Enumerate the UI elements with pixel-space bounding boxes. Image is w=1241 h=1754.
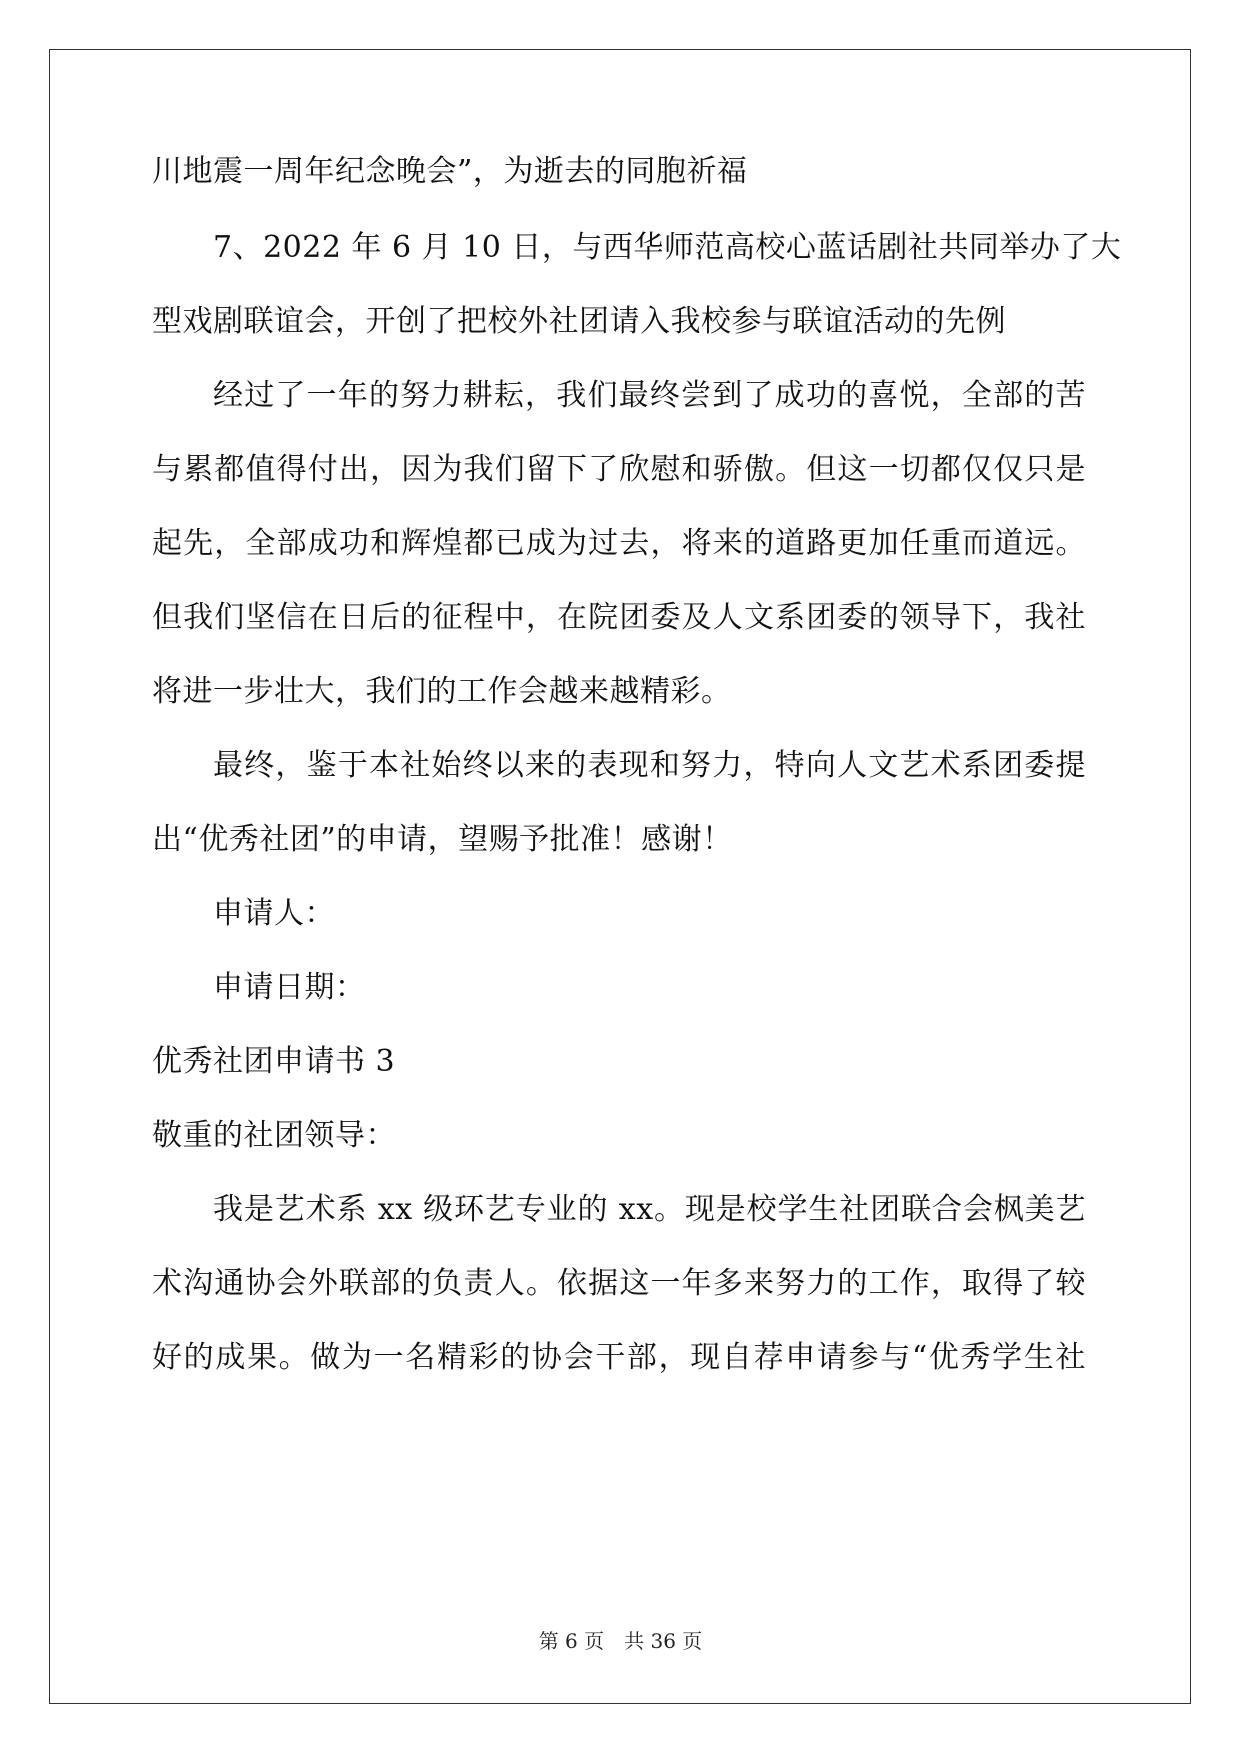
body-line-2: 7、2022 年 6 月 10 日，与西华师范高校心蓝话剧社共同举办了大 bbox=[213, 230, 1122, 265]
body-line-9: 最终，鉴于本社始终以来的表现和努力，特向人文艺术系团委提 bbox=[213, 748, 1086, 783]
body-line-10: 出“优秀社团”的申请，望赐予批准！感谢！ bbox=[152, 822, 733, 857]
applicant-label: 申请人： bbox=[213, 896, 335, 931]
body-line-5: 与累都值得付出，因为我们留下了欣慰和骄傲。但这一切都仅仅只是 bbox=[152, 452, 1086, 487]
page-total: 共 36 页 bbox=[624, 1629, 703, 1653]
body-line-15: 我是艺术系 xx 级环艺专业的 xx。现是校学生社团联合会枫美艺 bbox=[213, 1192, 1086, 1227]
section-title: 优秀社团申请书 3 bbox=[152, 1044, 396, 1079]
page-frame bbox=[49, 49, 1191, 1704]
body-line-17: 好的成果。做为一名精彩的协会干部，现自荐申请参与“优秀学生社 bbox=[152, 1340, 1086, 1375]
salutation: 敬重的社团领导： bbox=[152, 1118, 396, 1153]
application-date-label: 申请日期： bbox=[213, 970, 366, 1005]
body-line-3: 型戏剧联谊会，开创了把校外社团请入我校参与联谊活动的先例 bbox=[152, 304, 1006, 339]
page-number: 第 6 页 bbox=[538, 1629, 605, 1653]
body-line-16: 术沟通协会外联部的负责人。依据这一年多来努力的工作，取得了较 bbox=[152, 1266, 1086, 1301]
body-line-7: 但我们坚信在日后的征程中，在院团委及人文系团委的领导下，我社 bbox=[152, 600, 1086, 635]
body-line-1: 川地震一周年纪念晚会”，为逝去的同胞祈福 bbox=[152, 154, 748, 189]
body-line-8: 将进一步壮大，我们的工作会越来越精彩。 bbox=[152, 674, 732, 709]
body-line-6: 起先，全部成功和辉煌都已成为过去，将来的道路更加任重而道远。 bbox=[152, 526, 1086, 561]
page-footer bbox=[0, 1628, 1241, 1654]
body-line-4: 经过了一年的努力耕耘，我们最终尝到了成功的喜悦，全部的苦 bbox=[213, 378, 1086, 413]
